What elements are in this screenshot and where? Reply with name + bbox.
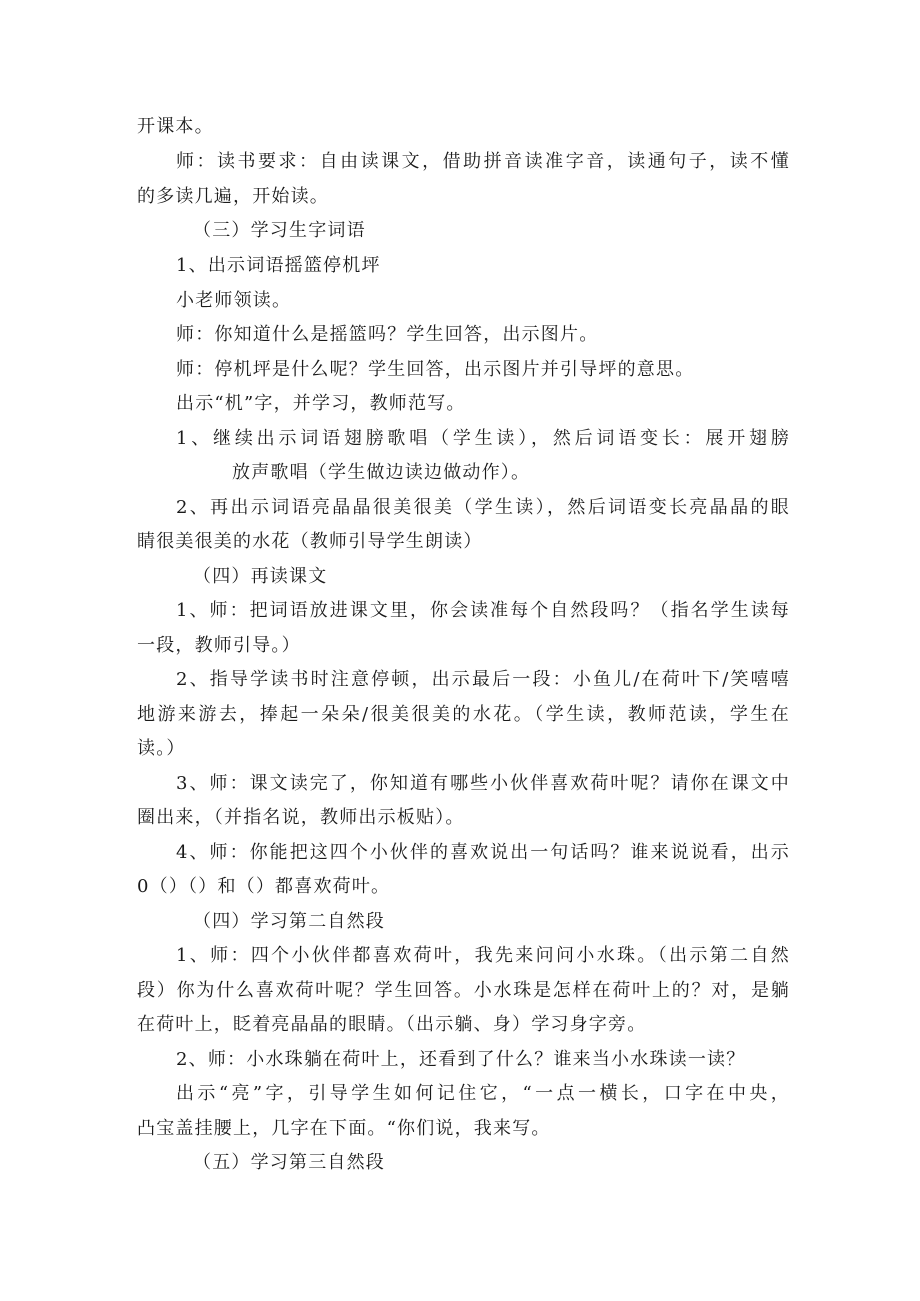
- text-line: 0（）（）和（）都喜欢荷叶。: [137, 876, 391, 897]
- text-line: 2、再出示词语亮晶晶很美很美（学生读），然后词语变长亮晶晶的眼: [176, 497, 790, 518]
- text-line: 读。）: [137, 738, 186, 759]
- text-line: 2、指导学读书时注意停顿，出示最后一段：小鱼儿/在荷叶下/笑嘻嘻: [176, 669, 790, 690]
- text-line: 凸宝盖挂腰上，几字在下面。“你们说，我来写。: [137, 1118, 551, 1139]
- text-line: 师：读书要求：自由读课文，借助拼音读准字音，读通句子，读不懂: [176, 151, 790, 172]
- text-line: 开课本。: [137, 116, 214, 137]
- text-line: 4、师：你能把这四个小伙伴的喜欢说出一句话吗？谁来说说看，出示: [176, 842, 790, 863]
- section-heading: （五）学习第三自然段: [193, 1152, 385, 1173]
- section-heading: （四）再读课文: [193, 566, 328, 587]
- text-line: 的多读几遍，开始读。: [137, 186, 329, 207]
- text-line: 睛很美很美的水花（教师引导学生朗读）: [137, 531, 483, 552]
- text-line: 段）你为什么喜欢荷叶呢？学生回答。小水珠是怎样在荷叶上的？对，是躺: [137, 980, 790, 1001]
- section-heading: （三）学习生字词语: [193, 220, 366, 241]
- text-line: 地游来游去，捧起一朵朵/很美很美的水花。（学生读，教师范读，学生在: [137, 704, 790, 725]
- text-line: 师：停机坪是什么呢？学生回答，出示图片并引导坪的意思。: [176, 359, 695, 380]
- text-line: 1、师：把词语放进课文里，你会读准每个自然段吗？（指名学生读每: [176, 600, 790, 621]
- text-line: 在荷叶上，眨着亮晶晶的眼睛。（出示躺、身）学习身字旁。: [137, 1014, 647, 1035]
- text-line: 1、继续出示词语翅膀歌唱（学生读），然后词语变长：展开翅膀: [176, 428, 790, 449]
- text-line: 放声歌唱（学生做边读边做动作）。: [232, 462, 531, 483]
- text-line: 圈出来，（并指名说，教师出示板贴）。: [137, 807, 465, 828]
- section-heading: （四）学习第二自然段: [193, 911, 385, 932]
- text-line: 出示“机”字，并学习，教师范写。: [176, 393, 466, 414]
- text-line: 2、师：小水珠躺在荷叶上，还看到了什么？谁来当小水珠读一读？: [176, 1049, 746, 1070]
- text-line: 1、出示词语摇篮停机坪: [176, 255, 381, 276]
- text-line: 3、师：课文读完了，你知道有哪些小伙伴喜欢荷叶呢？请你在课文中: [176, 773, 790, 794]
- text-line: 出示“亮”字，引导学生如何记住它，“一点一横长，口字在中央，: [176, 1083, 790, 1104]
- text-line: 1、师：四个小伙伴都喜欢荷叶，我先来问问小水珠。（出示第二自然: [176, 945, 790, 966]
- text-line: 一段，教师引导。）: [137, 635, 301, 656]
- text-line: 师：你知道什么是摇篮吗？学生回答，出示图片。: [176, 324, 599, 345]
- text-line: 小老师领读。: [176, 290, 292, 311]
